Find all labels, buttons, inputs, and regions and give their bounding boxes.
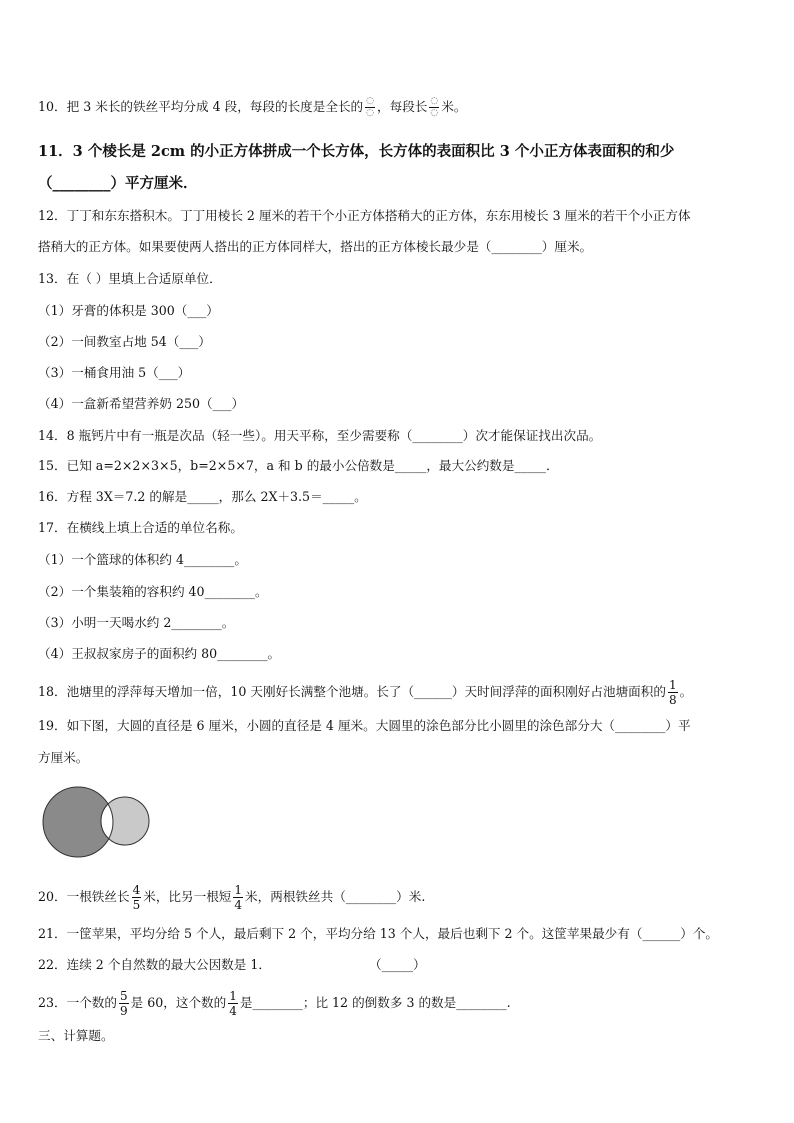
q10-text-suffix: 米。 <box>441 99 467 114</box>
question-11-line-2: （________）平方厘米． <box>38 175 198 192</box>
overlapping-circles-diagram <box>40 782 160 862</box>
q20-text-3: 米，两根铁丝共（________）米. <box>245 889 426 904</box>
question-17-item-2: （2）一个集装箱的容积约 40________。 <box>38 584 268 599</box>
question-17-item-1: （1）一个篮球的体积约 4________。 <box>38 552 247 567</box>
section-3-heading: 三、计算题。 <box>38 1028 114 1043</box>
q22-text: 22．连续 2 个自然数的最大公因数是 1． <box>38 957 271 972</box>
question-11-line-1: 11．3 个棱长是 2cm 的小正方体拼成一个长方体，长方体的表面积比 3 个小正方体表面积的和少 <box>38 143 675 160</box>
q23-fraction-1: $\frac{5}{9}$ <box>120 989 128 1018</box>
q10-fraction-2: $\frac{◌}{◌}$ <box>430 96 439 118</box>
question-19-line-2: 方厘米。 <box>38 750 89 765</box>
q10-fraction-1: $\frac{◌}{◌}$ <box>366 96 374 118</box>
q22-answer-blank: （_____） <box>368 957 426 972</box>
q23-fraction-2: $\frac{1}{4}$ <box>229 989 237 1018</box>
q18-text: 18．池塘里的浮萍每天增加一倍，10 天刚好长满整个池塘。长了（______）天时间浮萍的面积刚好占池塘面积的 <box>38 684 666 699</box>
q20-fraction-1: $\frac{4}{5}$ <box>132 883 141 912</box>
q23-text-3: 是________；比 12 的倒数多 3 的数是________. <box>239 995 511 1010</box>
question-13-title: 13．在（ ）里填上合适原单位． <box>38 271 222 286</box>
q23-text-1: 23．一个数的 <box>38 995 117 1010</box>
question-13-item-2: （2）一间教室占地 54（___） <box>38 334 211 349</box>
q23-text-2: 是 60，这个数的 <box>130 995 227 1010</box>
q20-text-1: 20．一根铁丝长 <box>38 889 130 904</box>
question-10 <box>38 97 764 118</box>
question-16: 16．方程 3X＝7.2 的解是_____，那么 2X＋3.5＝_____。 <box>38 489 367 504</box>
question-18 <box>38 679 764 706</box>
q20-text-2: 米，比另一根短 <box>143 889 232 904</box>
question-23 <box>38 990 764 1017</box>
question-13-item-1: （1）牙膏的体积是 300（___） <box>38 303 219 318</box>
q20-fraction-2: $\frac{1}{4}$ <box>234 883 243 912</box>
q18-fraction: $\frac{1}{8}$ <box>668 678 677 707</box>
question-20 <box>38 884 764 911</box>
question-12-line-1: 12．丁丁和东东搭积木。丁丁用棱长 2 厘米的若干个小正方体搭稍大的正方体，东东用棱长 3 厘米的若干个小正方体 <box>38 208 691 223</box>
q18-suffix: 。 <box>679 684 693 699</box>
question-12-line-2: 搭稍大的正方体。如果要使两人搭出的正方体同样大，搭出的正方体棱长最少是（________）厘米。 <box>38 239 593 254</box>
question-13-item-3: （3）一桶食用油 5（___） <box>38 365 191 380</box>
question-22 <box>38 956 764 974</box>
q10-text-mid: ，每段长 <box>377 99 428 114</box>
question-17-item-3: （3）小明一天喝水约 2________。 <box>38 615 235 630</box>
question-14: 14．8 瓶钙片中有一瓶是次品（轻一些）。用天平称，至少需要称（________）次才能保证找出次品。 <box>38 428 602 443</box>
question-19-line-1: 19．如下图，大圆的直径是 6 厘米，小圆的直径是 4 厘米。大圆里的涂色部分比小圆里的涂色部分大（________）平 <box>38 718 691 733</box>
question-13-item-4: （4）一盒新希望营养奶 250（___） <box>38 396 245 411</box>
question-17-title: 17．在横线上填上合适的单位名称。 <box>38 520 243 535</box>
q10-text-prefix: 10．把 3 米长的铁丝平均分成 4 段，每段的长度是全长的 <box>38 99 364 114</box>
question-15: 15．已知 a=2×2×3×5，b=2×5×7，a 和 b 的最小公倍数是_____，最大公约数是_____． <box>38 458 559 473</box>
question-17-item-4: （4）王叔叔家房子的面积约 80________。 <box>38 646 281 661</box>
question-21: 21．一筐苹果，平均分给 5 个人，最后剩下 2 个，平均分给 13 个人，最后也剩下 2 个。这筐苹果最少有（______）个。 <box>38 926 719 941</box>
